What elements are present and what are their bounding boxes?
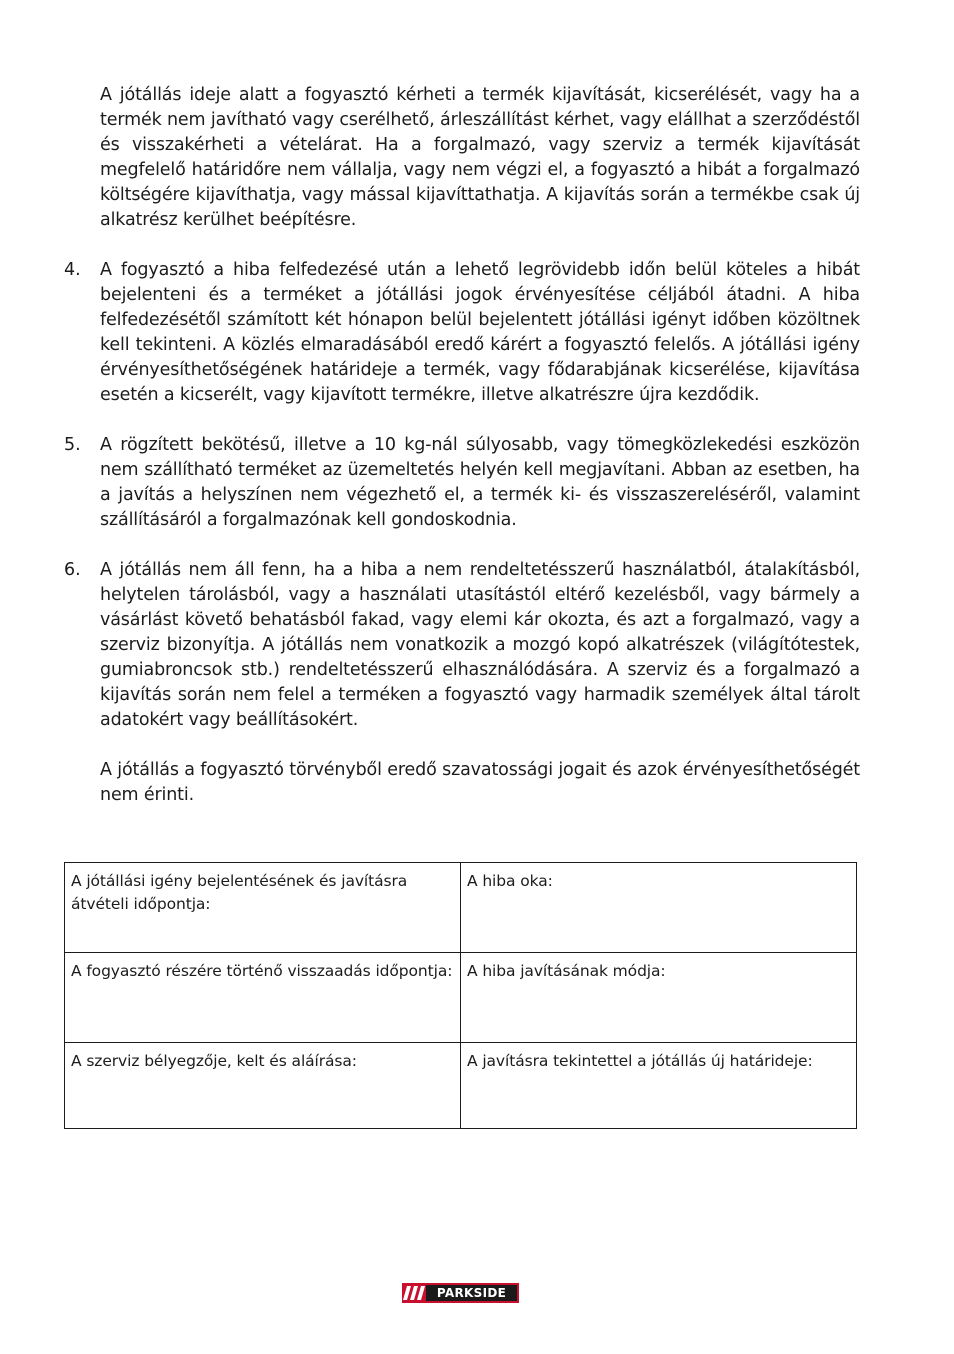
form-row <box>65 863 857 953</box>
form-field-service-stamp[interactable]: A szerviz bélyegzője, kelt és aláírása: <box>65 1043 461 1129</box>
parkside-logo <box>402 1283 519 1303</box>
logo-wordmark: PARKSIDE <box>436 1286 507 1300</box>
item-number-4: 4. <box>64 260 81 280</box>
form-field-repair-method[interactable]: A hiba javításának módja: <box>461 953 857 1043</box>
form-row <box>65 1043 857 1129</box>
warranty-form-table <box>64 862 857 1129</box>
form-row <box>65 953 857 1043</box>
paragraph-statutory-rights: A jótállás a fogyasztó törvényből eredő szavatossági jogait és azok érvényesíthetőségét nem érinti. <box>100 760 860 805</box>
form-field-claim-date[interactable]: A jótállási igény bejelentésének és javításra átvételi időpontja: <box>65 863 461 953</box>
paragraph-remedies: A jótállás ideje alatt a fogyasztó kérheti a termék kijavítását, kicserélését, vagy ha a termék nem javítható vagy cserélhető, árleszállítást kérhet, vagy elállhat a szerződéstől és visszakérheti a vételárat. Ha a forgalmazó, vagy szerviz a termék kijavítását megfelelő határidőre nem vállalja, vagy nem végzi el, a fogyasztó a hibát a forgalmazó költségére kijavíthatja, vagy mással kijavíttathatja. A kijavítás során a termékbe csak új alkatrész kerülhet beépítésre. <box>100 85 860 230</box>
form-field-return-date[interactable]: A fogyasztó részére történő visszaadás időpontja: <box>65 953 461 1043</box>
form-field-new-deadline[interactable]: A javításra tekintettel a jótállás új határideje: <box>461 1043 857 1129</box>
paragraph-item-4: A fogyasztó a hiba felfedezésé után a lehető legrövidebb időn belül köteles a hibát bejelenteni és a terméket a jótállási jogok érvényesítése céljából átadni. A hiba felfedezésétől számított két hónapon belül bejelentett jótállási igényt időben közöltnek kell tekinteni. A közlés elmaradásából eredő kárért a fogyasztó felelős. A jótállási igény érvényesíthetőségének határideje a termék, vagy fődarabjának kicserélése, kijavítása esetén a kicserélt, vagy kijavított termékre, illetve alkatrészre újra kezdődik. <box>100 260 860 405</box>
paragraph-item-5: A rögzített bekötésű, illetve a 10 kg-nál súlyosabb, vagy tömegközlekedési eszközön nem szállítható terméket az üzemeltetés helyén kell megjavítani. Abban az esetben, ha a javítás a helyszínen nem végezhető el, a termék ki- és visszaszereléséről, valamint szállításáról a forgalmazónak kell gondoskodnia. <box>100 435 860 530</box>
form-field-fault-cause[interactable]: A hiba oka: <box>461 863 857 953</box>
item-number-6: 6. <box>64 560 81 580</box>
item-number-5: 5. <box>64 435 81 455</box>
paragraph-item-6: A jótállás nem áll fenn, ha a hiba a nem rendeltetésszerű használatból, átalakításból, helytelen tárolásból, vagy a használati utasítástól eltérő kezelésből, vagy bármely a vásárlást követő behatásból fakad, vagy elemi kár okozta, és azt a forgalmazó, vagy a szerviz bizonyítja. A jótállás nem vonatkozik a mozgó kopó alkatrészek (világítótestek, gumiabroncsok stb.) rendeltetésszerű elhasználódására. A szerviz és a forgalmazó a kijavítás során nem felel a terméken a fogyasztó vagy harmadik személyek által tárolt adatokért vagy beállításokért. <box>100 560 860 730</box>
logo-stripes-icon <box>402 1283 426 1303</box>
